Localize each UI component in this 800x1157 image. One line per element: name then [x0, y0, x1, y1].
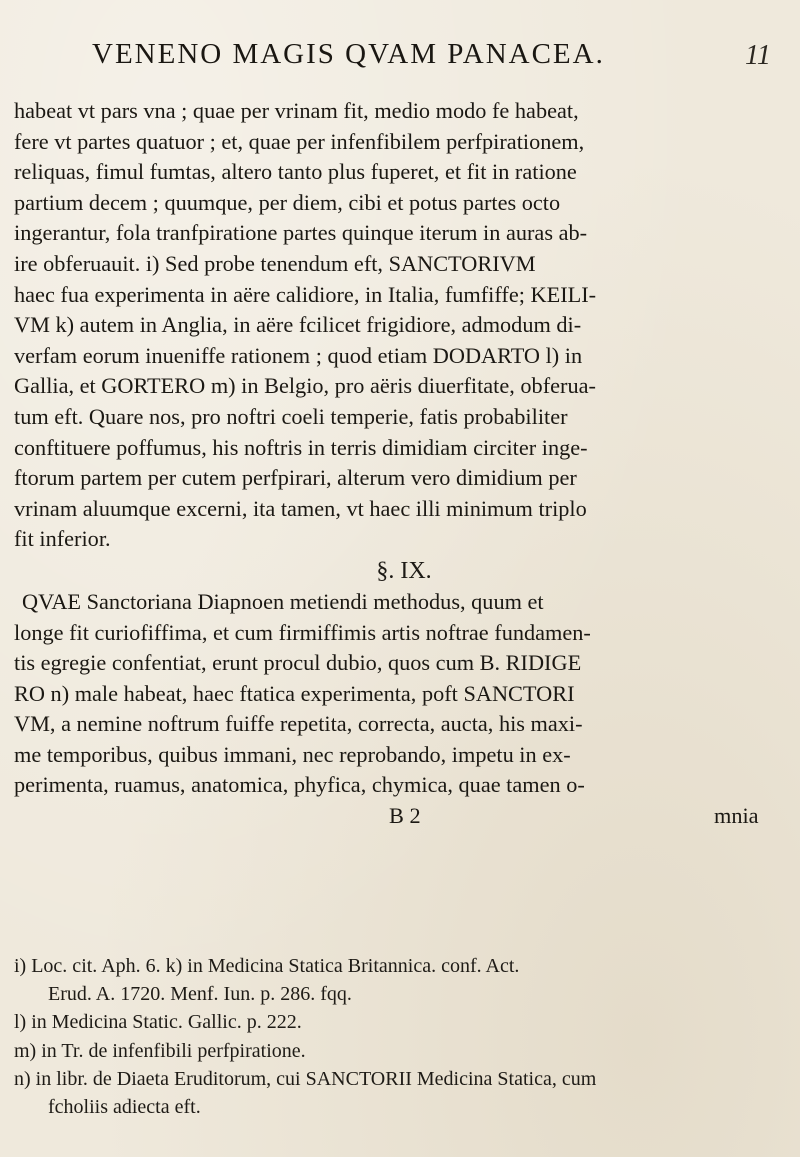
- text-line: habeat vt pars vna ; quae per vrinam fit, medio modo fe habeat,: [14, 98, 579, 123]
- text-line: ingerantur, fola tranfpiratione partes quinque iterum in auras ab-: [14, 220, 588, 246]
- catch-line: [14, 801, 800, 832]
- text-line: verfam eorum inueniffe rationem ; quod etiam DODARTO l) in: [14, 342, 583, 368]
- text-line: QVAE Sanctoriana Diapnoen metiendi methodus, quum et: [22, 588, 544, 614]
- page-header: [0, 30, 800, 90]
- text-line: me temporibus, quibus immani, nec reprobando, impetu in ex-: [14, 741, 571, 767]
- text-line: conftituere poffumus, his noftris in terris dimidiam circiter inge-: [14, 434, 588, 460]
- running-title: VENENO MAGIS QVAM PANACEA.: [92, 38, 605, 70]
- text-line: tis egregie confentiat, erunt procul dubio, quos cum B. RIDIGE: [14, 650, 582, 676]
- text-line: vrinam aluumque excerni, ita tamen, vt haec illi minimum triplo: [14, 495, 587, 521]
- text-line: fit inferior.: [14, 526, 111, 552]
- catchword: mnia: [714, 803, 759, 829]
- footnote-line: i) Loc. cit. Aph. 6. k) in Medicina Statica Britannica. conf. Act.: [14, 955, 520, 977]
- footnote-line: l) in Medicina Static. Gallic. p. 222.: [14, 1011, 302, 1034]
- page-number: 11: [745, 40, 771, 71]
- footnotes: [14, 952, 794, 1121]
- footnote-line: n) in libr. de Diaeta Eruditorum, cui SANCTORII Medicina Statica, cum: [14, 1067, 597, 1090]
- text-line: perimenta, ruamus, anatomica, phyfica, chymica, quae tamen o-: [14, 772, 585, 798]
- text-line: partium decem ; quumque, per diem, cibi et potus partes octo: [14, 189, 561, 215]
- text-line: VM k) autem in Anglia, in aëre fcilicet frigidiore, admodum di-: [14, 312, 582, 338]
- section-heading: §. IX.: [376, 557, 432, 584]
- text-line: tum eft. Quare nos, pro noftri coeli temperie, fatis probabiliter: [14, 403, 568, 429]
- text-line: RO n) male habeat, haec ftatica experimenta, poft SANCTORI: [14, 680, 575, 706]
- footnote-line: fcholiis adiecta eft.: [48, 1095, 201, 1118]
- text-line: Gallia, et GORTERO m) in Belgio, pro aëris diuerfitate, obferua-: [14, 373, 596, 399]
- text-line: ftorum partem per cutem perfpirari, alterum vero dimidium per: [14, 465, 577, 491]
- text-line: ire obferuauit. i) Sed probe tenendum eft, SANCTORIVM: [14, 250, 536, 276]
- text-line: haec fua experimenta in aëre calidiore, in Italia, fumfiffe; KEILI-: [14, 281, 597, 307]
- text-line: reliquas, fimul fumtas, altero tanto plus fuperet, et fit in ratione: [14, 159, 577, 185]
- text-line: longe fit curiofiffima, et cum firmiffimis artis noftrae fundamen-: [14, 619, 591, 645]
- text-line: VM, a nemine noftrum fuiffe repetita, correcta, aucta, his maxi-: [14, 711, 583, 737]
- text-line: fere vt partes quatuor ; et, quae per infenfibilem perfpirationem,: [14, 128, 585, 154]
- main-text: [14, 96, 800, 832]
- footnote-line: Erud. A. 1720. Menf. Iun. p. 286. fqq.: [48, 983, 352, 1006]
- footnote-line: m) in Tr. de infenfibili perfpiratione.: [14, 1039, 306, 1062]
- signature-mark: B 2: [389, 803, 421, 829]
